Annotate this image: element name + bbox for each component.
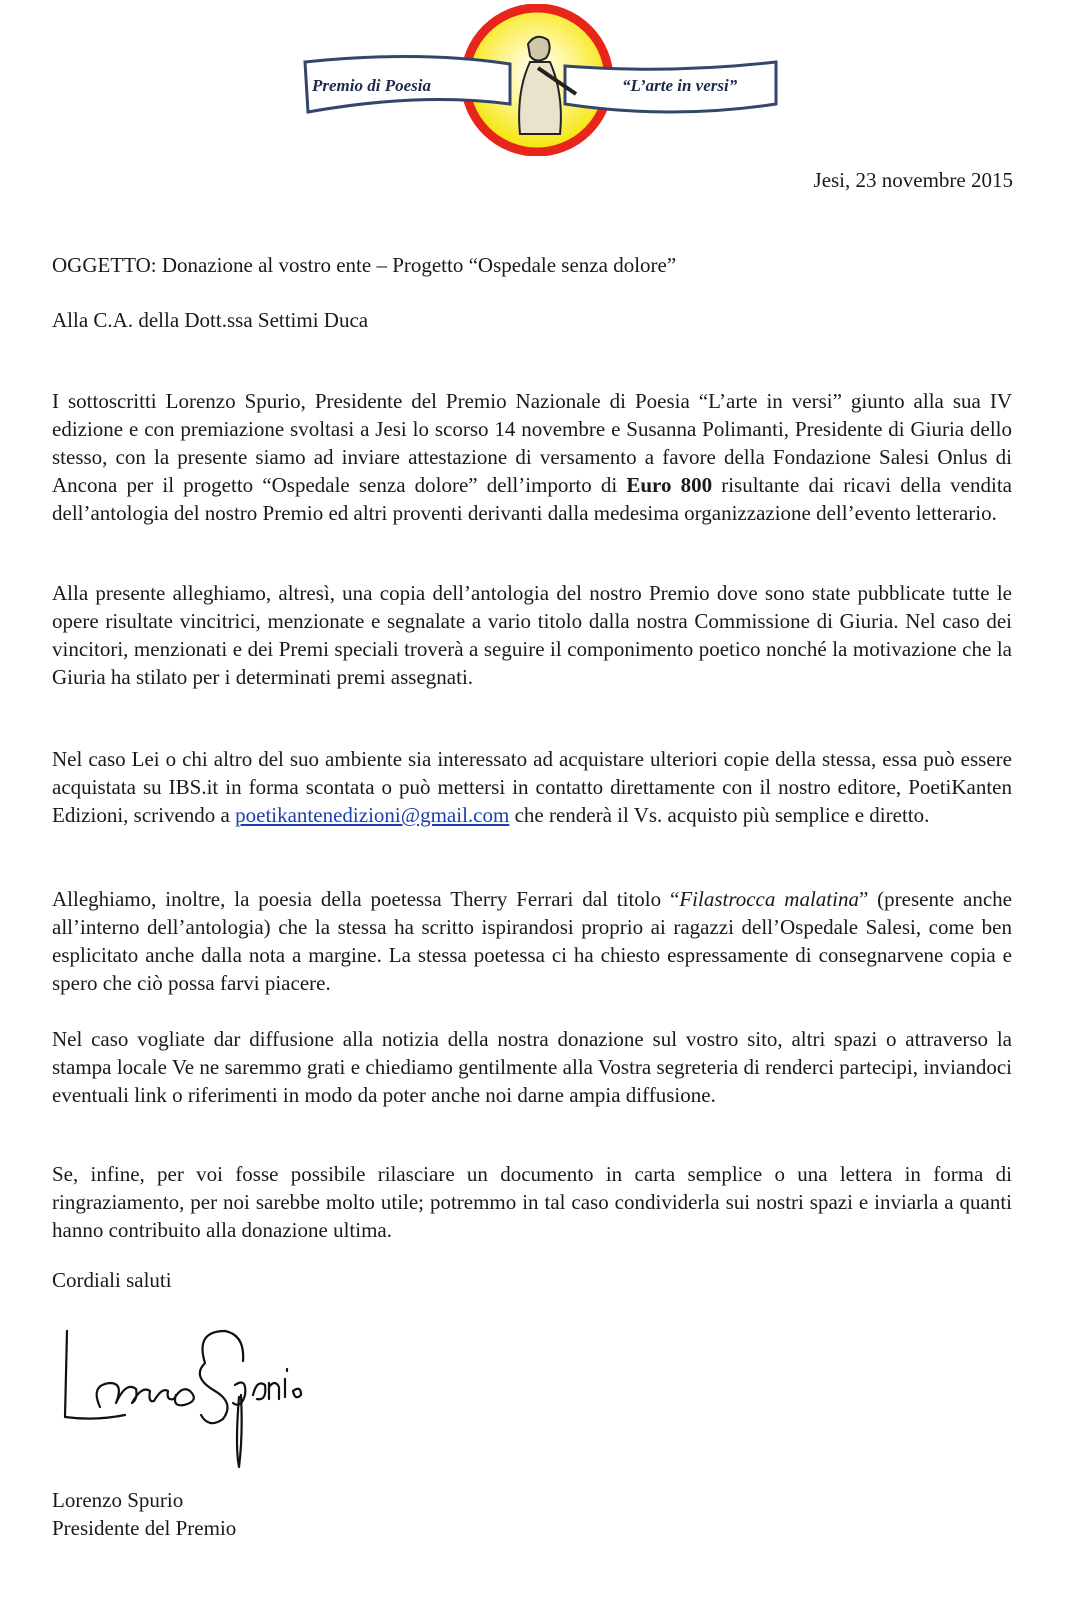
paragraph-purchase (52, 745, 1012, 829)
premio-logo (300, 4, 780, 156)
letter-subject: OGGETTO: Donazione al vostro ente – Progetto “Ospedale senza dolore” (52, 253, 677, 277)
logo-text-left: Premio di Poesia (312, 76, 431, 95)
paragraph-anthology: Alla presente alleghiamo, altresì, una copia dell’antologia del nostro Premio dove sono state pubblicate tutte le opere risultate vincitrici, menzionate e segnalate a vario titolo dalla nostra Commissione di Giuria. Nel caso dei vincitori, menzionati e dei Premi speciali troverà a seguire il componimento poetico nonché la motivazione che la Giuria ha stilato per i determinati premi assegnati. (52, 581, 1012, 689)
closing-salutation: Cordiali saluti (52, 1268, 172, 1292)
paragraph-request: Se, infine, per voi fosse possibile rilasciare un documento in carta semplice o una lettera in forma di ringraziamento, per noi sarebbe molto utile; potremmo in tal caso condividerla sui nostri spazi e inviarla a quanti hanno contribuito alla donazione ultima. (52, 1162, 1012, 1242)
signer-name: Lorenzo Spurio (52, 1488, 184, 1512)
signer-title: Presidente del Premio (52, 1516, 237, 1540)
paragraph-poem (52, 885, 1012, 997)
paragraph-text: Alleghiamo, inoltre, la poesia della poetessa Therry Ferrari dal titolo “ (52, 887, 680, 911)
letter-date: Jesi, 23 novembre 2015 (813, 168, 1013, 192)
letter-recipient: Alla C.A. della Dott.ssa Settimi Duca (52, 308, 369, 332)
paragraph-text: Nel caso Lei o chi altro del suo ambiente sia interessato ad acquistare ulteriori copie della stessa, essa può essere acquistata su IBS.it in forma scontata o può mettersi in contatto direttamente con il nostro editore, PoetiKanten Edizioni, scrivendo a (52, 747, 1012, 827)
publisher-email-link[interactable]: poetikantenedizioni@gmail.com (235, 803, 510, 827)
paragraph-text: ” (presente anche all’interno dell’antologia) che la stessa ha scritto ispirandosi proprio ai ragazzi dell’Ospedale Salesi, come ben esplicitato anche dalla nota a margine. La stessa poetessa ci ha chiesto espressamente di consegnarvene copia e spero che ciò possa farvi piacere. (52, 887, 1012, 995)
paragraph-text: I sottoscritti Lorenzo Spurio, Presidente del Premio Nazionale di Poesia “L’arte in versi” giunto alla sua IV edizione e con premiazione svoltasi a Jesi lo scorso 14 novembre e Susanna Polimanti, Presidente di Giuria dello stesso, con la presente siamo ad inviare attestazione di versamento a favore della Fondazione Salesi Onlus di Ancona per il progetto “Ospedale senza dolore” dell’importo di (52, 389, 1012, 497)
poem-title: Filastrocca malatina (679, 887, 859, 911)
paragraph-donation (52, 387, 1012, 527)
logo-text-right: “L’arte in versi” (622, 76, 738, 95)
paragraph-text: risultante dai ricavi della vendita dell’antologia del nostro Premio ed altri proventi derivanti dalla medesima organizzazione dell’evento letterario. (52, 473, 1012, 525)
paragraph-text: che renderà il Vs. acquisto più semplice e diretto. (509, 803, 930, 827)
donation-amount: Euro 800 (626, 473, 713, 497)
paragraph-diffusion: Nel caso vogliate dar diffusione alla notizia della nostra donazione sul vostro sito, altri spazi o attraverso la stampa locale Ve ne saremmo grati e chiediamo gentilmente alla Vostra segreteria di renderci partecipi, inviandoci eventuali link o riferimenti in modo da poter anche noi darne ampia diffusione. (52, 1027, 1012, 1107)
signature-icon (55, 1325, 335, 1475)
